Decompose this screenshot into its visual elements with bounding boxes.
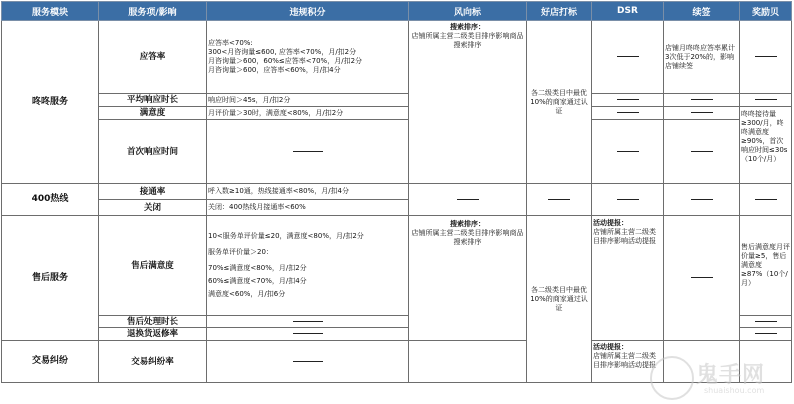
- item-connect-rate: 接通率: [99, 184, 207, 200]
- dash: [755, 56, 777, 57]
- rule-line: 应答率<70%:: [208, 39, 253, 47]
- table-row: [2, 21, 792, 94]
- renew-response-rate: 店铺月咚咚应答率累计3次低于20%的，影响店铺续签: [664, 21, 740, 94]
- rule-avg-response: 响应时间＞45s，月/扣2分: [207, 94, 409, 107]
- dash: [457, 199, 479, 200]
- item-return-rate: 退换货返修率: [99, 328, 207, 341]
- rule-aftersale-duration: [207, 316, 409, 328]
- dash: [617, 56, 639, 57]
- wind-wangwang: [409, 21, 527, 184]
- table-row: [2, 107, 792, 120]
- dash: [293, 361, 323, 362]
- header-module: 服务模块: [2, 2, 99, 21]
- rule-line: 月咨询量＞600，60%≤应答率<70%，月/扣2分: [208, 57, 363, 65]
- table-row: [2, 120, 792, 184]
- rule-line: 300<月咨询量≤600, 应答率<70%，月/扣2分: [208, 48, 357, 56]
- item-response-rate: 应答率: [99, 21, 207, 94]
- module-wangwang: 咚咚服务: [2, 21, 99, 184]
- table-row: [2, 94, 792, 107]
- good-store-hotline: [527, 184, 592, 216]
- header-item: 服务项/影响: [99, 2, 207, 21]
- rule-dispute: [207, 341, 409, 383]
- dash: [617, 112, 639, 113]
- reward-hotline: [740, 184, 792, 216]
- dash: [755, 99, 777, 100]
- dash: [617, 199, 639, 200]
- header-renew: 续签: [664, 2, 740, 21]
- rule-line: 服务单评价量＞20：: [208, 248, 273, 256]
- dash: [293, 333, 323, 334]
- wind-aftersale: [409, 216, 527, 341]
- renew-satisfaction: [664, 107, 740, 120]
- dash: [548, 199, 570, 200]
- reward-aftersale-duration: [740, 316, 792, 328]
- item-avg-response: 平均响应时长: [99, 94, 207, 107]
- dash: [755, 333, 777, 334]
- header-violation: 违规积分: [207, 2, 409, 21]
- header-good-store: 好店打标: [527, 2, 592, 21]
- item-aftersale-satisfaction: 售后满意度: [99, 216, 207, 316]
- module-aftersale: 售后服务: [2, 216, 99, 341]
- good-store-aftersale: 各二级类目中最优10%的商家通过认证: [527, 216, 592, 383]
- good-store-wangwang: 各二级类目中最优10%的商家通过认证: [527, 21, 592, 184]
- header-row: [2, 2, 792, 21]
- rule-response-rate: [207, 21, 409, 94]
- item-aftersale-duration: 售后处理时长: [99, 316, 207, 328]
- dsr-activity-body: 店铺所属主营二级类目排序影响活动提报: [593, 228, 656, 245]
- rule-aftersale: [207, 216, 409, 316]
- rule-line: 10<服务单评价量≤20，满意度<80%，月/扣2分: [208, 232, 364, 240]
- dsr-activity-body: 店铺所属主营二级类目排序影响活动提报: [593, 352, 656, 369]
- dsr-activity-title: 活动提报：: [593, 219, 628, 227]
- service-rules-table: [1, 1, 792, 383]
- wind-body: 店铺所属主营二级类目排序影响商品搜索排序: [411, 229, 524, 246]
- rule-line: 60%≤满意度<70%，月/扣4分: [208, 277, 307, 285]
- dsr-avg-response: [592, 94, 664, 107]
- reward-aftersale: 售后满意度月评价量≥5，售后满意度≥87%（10个/月）: [740, 216, 792, 316]
- dsr-satisfaction: [592, 107, 664, 120]
- header-wind: 风向标: [409, 2, 527, 21]
- dash: [691, 99, 713, 100]
- dsr-activity: [592, 216, 664, 341]
- reward-return-rate: [740, 328, 792, 341]
- header-reward: 奖励贝: [740, 2, 792, 21]
- rule-satisfaction: 月评价量＞30时，满意度<80%，月/扣2分: [207, 107, 409, 120]
- ghost-logo-icon: [650, 356, 694, 400]
- rule-connect-rate: 呼入数≥10通，热线接通率<80%，月/扣4分: [207, 184, 409, 200]
- site-watermark: [650, 356, 788, 402]
- item-satisfaction: 满意度: [99, 107, 207, 120]
- wind-dispute: [409, 341, 527, 383]
- header-dsr: DSR: [592, 2, 664, 21]
- renew-first-response: [664, 120, 740, 184]
- dash: [617, 99, 639, 100]
- dash: [755, 321, 777, 322]
- renew-aftersale: [664, 216, 740, 341]
- reward-response-rate: [740, 21, 792, 94]
- watermark-brand: 鬼手网: [696, 363, 766, 388]
- dsr-response-rate: [592, 21, 664, 94]
- dash: [691, 151, 713, 152]
- dash: [755, 199, 777, 200]
- module-hotline: 400热线: [2, 184, 99, 216]
- item-first-response: 首次响应时间: [99, 120, 207, 184]
- item-close: 关闭: [99, 200, 207, 216]
- dsr-first-response: [592, 120, 664, 184]
- wind-title: 搜索排序：: [450, 220, 485, 228]
- rule-return-rate: [207, 328, 409, 341]
- module-dispute: 交易纠纷: [2, 341, 99, 383]
- dsr-activity-title: 活动提报：: [593, 343, 628, 351]
- dash: [691, 112, 713, 113]
- rule-line: 月咨询量＞600，应答率<60%，月/扣4分: [208, 66, 341, 74]
- dash: [691, 277, 713, 278]
- renew-hotline: [664, 184, 740, 216]
- wind-title: 搜索排序：: [450, 23, 485, 31]
- dash: [293, 151, 323, 152]
- dsr-hotline: [592, 184, 664, 216]
- rule-first-response: [207, 120, 409, 184]
- renew-avg-response: [664, 94, 740, 107]
- rule-line: 满意度<60%，月/扣6分: [208, 290, 286, 298]
- dash: [691, 199, 713, 200]
- watermark-url: shuaishou.com: [704, 386, 765, 395]
- wind-body: 店铺所属主营二级类目排序影响商品搜索排序: [411, 32, 524, 49]
- reward-avg-response: [740, 94, 792, 107]
- item-dispute-rate: 交易纠纷率: [99, 341, 207, 383]
- rule-line: 70%≤满意度<80%，月/扣2分: [208, 264, 307, 272]
- table-row: [2, 184, 792, 200]
- table-row: [2, 216, 792, 316]
- dash: [293, 321, 323, 322]
- dash: [617, 151, 639, 152]
- wind-hotline: [409, 184, 527, 216]
- reward-wangwang: 咚咚接待量≥300/月，咚咚满意度≥90%，首次响应时间≤30s（10个/月）: [740, 107, 792, 184]
- rule-close: 关闭：400热线月接通率<60%: [207, 200, 409, 216]
